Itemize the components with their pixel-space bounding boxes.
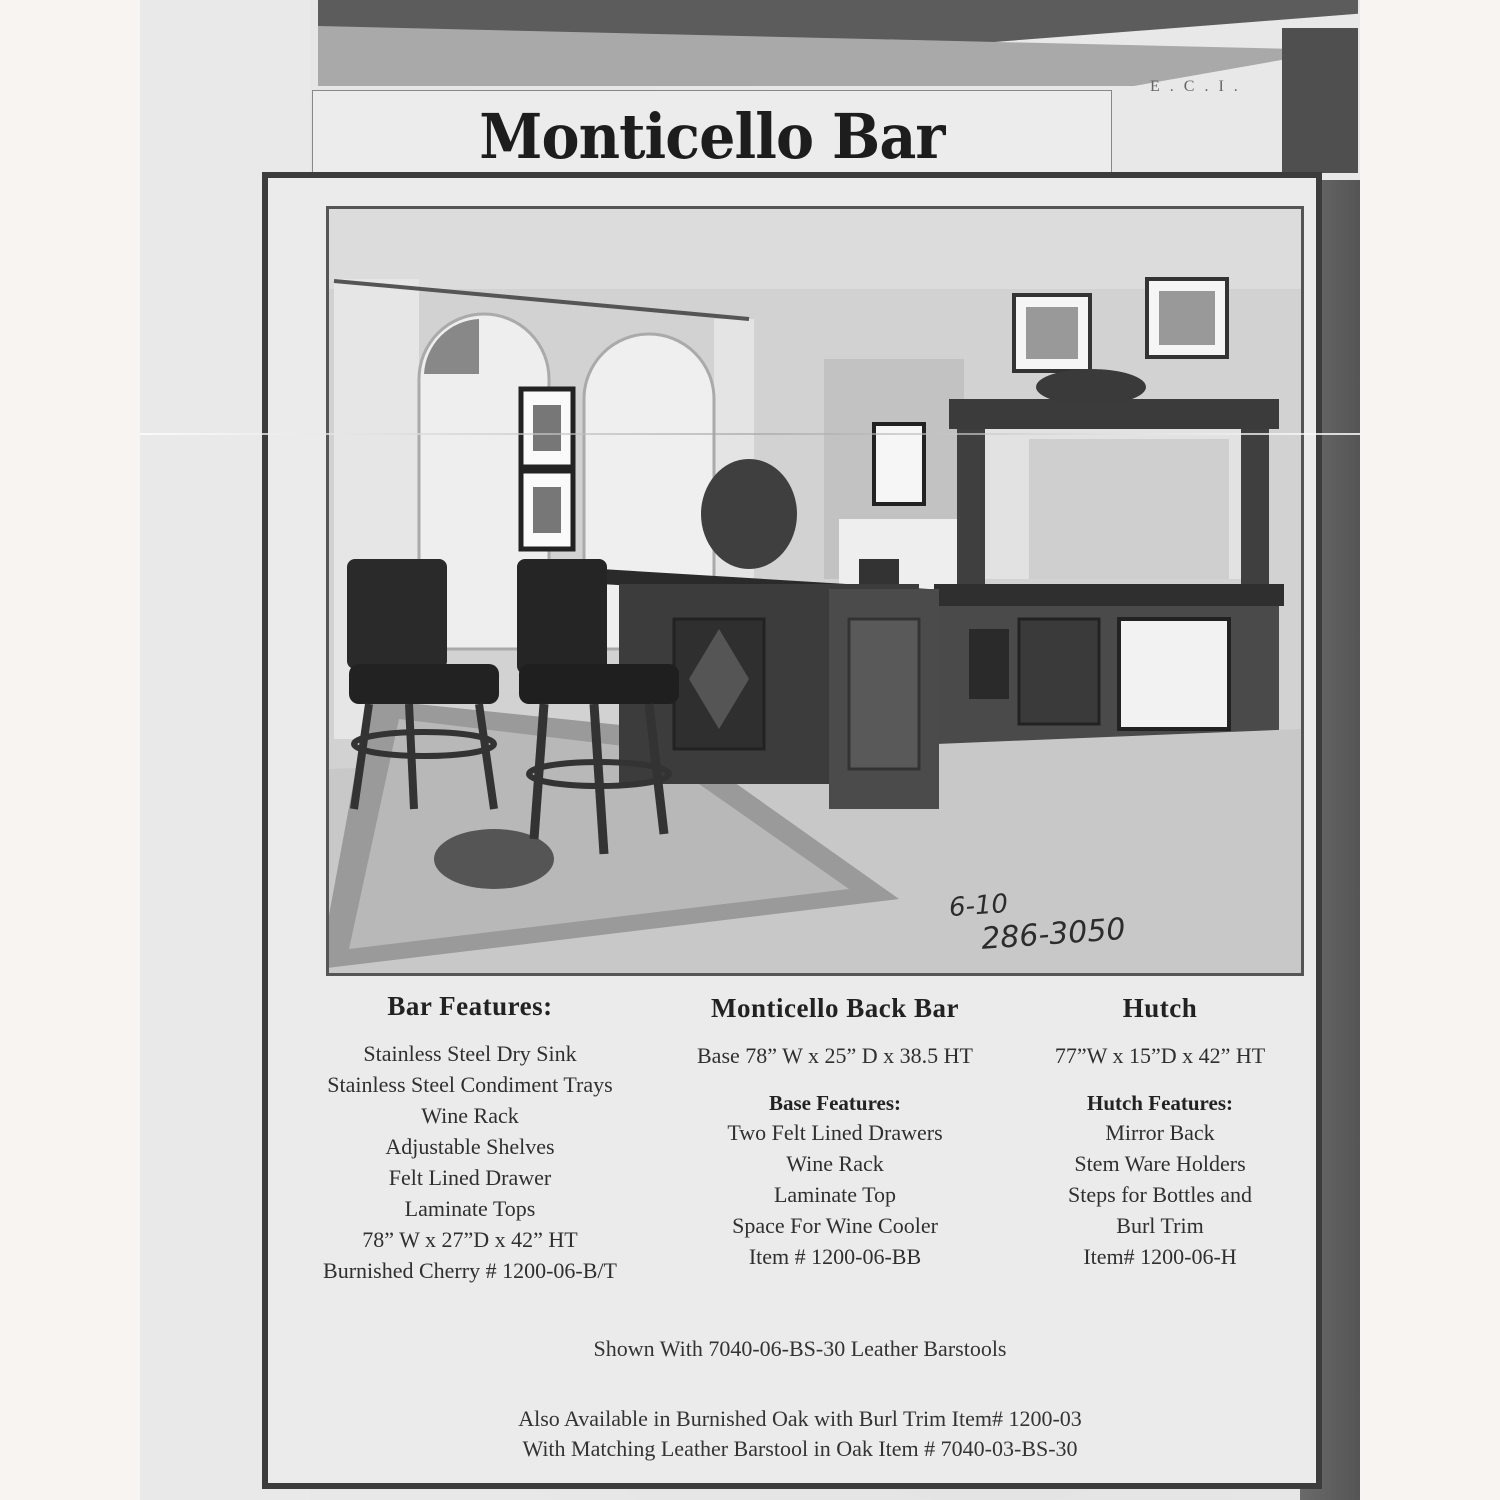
backdrop-left [0, 0, 140, 1500]
bar-room-illustration [329, 209, 1301, 973]
also-available-note: Also Available in Burnished Oak with Burl Trim Item# 1200-03 [518, 1406, 1082, 1431]
handwritten-note [948, 879, 1127, 959]
hutch-feature-item: Burl Trim [1116, 1213, 1204, 1238]
hutch-feature-item: Stem Ware Holders [1074, 1151, 1246, 1176]
bar-features-heading: Bar Features: [387, 991, 553, 1021]
bar-feature-item: Adjustable Shelves [385, 1134, 555, 1159]
backdrop-right [1360, 0, 1500, 1500]
bar-feature-item: Stainless Steel Condiment Trays [327, 1072, 613, 1097]
handwritten-note-line-2: 286-3050 [980, 911, 1127, 957]
bar-item-number: Burnished Cherry # 1200-06-B/T [323, 1258, 617, 1283]
hutch-heading: Hutch [1122, 993, 1198, 1023]
paper-fold-line [140, 433, 1360, 435]
shown-with-note: Shown With 7040-06-BS-30 Leather Barstools [593, 1336, 1007, 1361]
page-title: Monticello Bar [479, 99, 945, 173]
back-bar-dimensions: Base 78” W x 25” D x 38.5 HT [697, 1043, 973, 1068]
bar-feature-item: Stainless Steel Dry Sink [363, 1041, 577, 1066]
bar-feature-item: Laminate Tops [404, 1196, 536, 1221]
bar-features-column [280, 988, 660, 1286]
hutch-dimensions: 77”W x 15”D x 42” HT [1054, 1043, 1266, 1068]
product-photo [326, 206, 1304, 976]
header-right-block [1282, 28, 1358, 173]
base-feature-item: Space For Wine Cooler [732, 1213, 938, 1238]
eci-logo: E.C.I. [1150, 78, 1248, 95]
base-features-heading: Base Features: [769, 1091, 901, 1115]
back-bar-item-number: Item # 1200-06-BB [748, 1244, 922, 1269]
bar-dimensions: 78” W x 27”D x 42” HT [362, 1227, 578, 1252]
hutch-column [1020, 990, 1300, 1272]
bar-feature-item: Wine Rack [421, 1103, 519, 1128]
back-bar-column [660, 990, 1010, 1272]
title-banner [312, 90, 1112, 182]
hutch-features-heading: Hutch Features: [1086, 1091, 1233, 1115]
base-feature-item: Wine Rack [786, 1151, 884, 1176]
matching-barstool-note: With Matching Leather Barstool in Oak Item # 7040-03-BS-30 [522, 1436, 1078, 1461]
base-feature-item: Two Felt Lined Drawers [727, 1120, 943, 1145]
bar-feature-item: Felt Lined Drawer [388, 1165, 552, 1190]
hutch-item-number: Item# 1200-06-H [1083, 1244, 1237, 1269]
base-feature-item: Laminate Top [773, 1182, 897, 1207]
back-bar-heading: Monticello Back Bar [711, 993, 959, 1023]
handwritten-note-line-1: 6-10 [947, 889, 1009, 924]
hutch-feature-item: Steps for Bottles and [1068, 1182, 1252, 1207]
hutch-feature-item: Mirror Back [1105, 1120, 1215, 1145]
